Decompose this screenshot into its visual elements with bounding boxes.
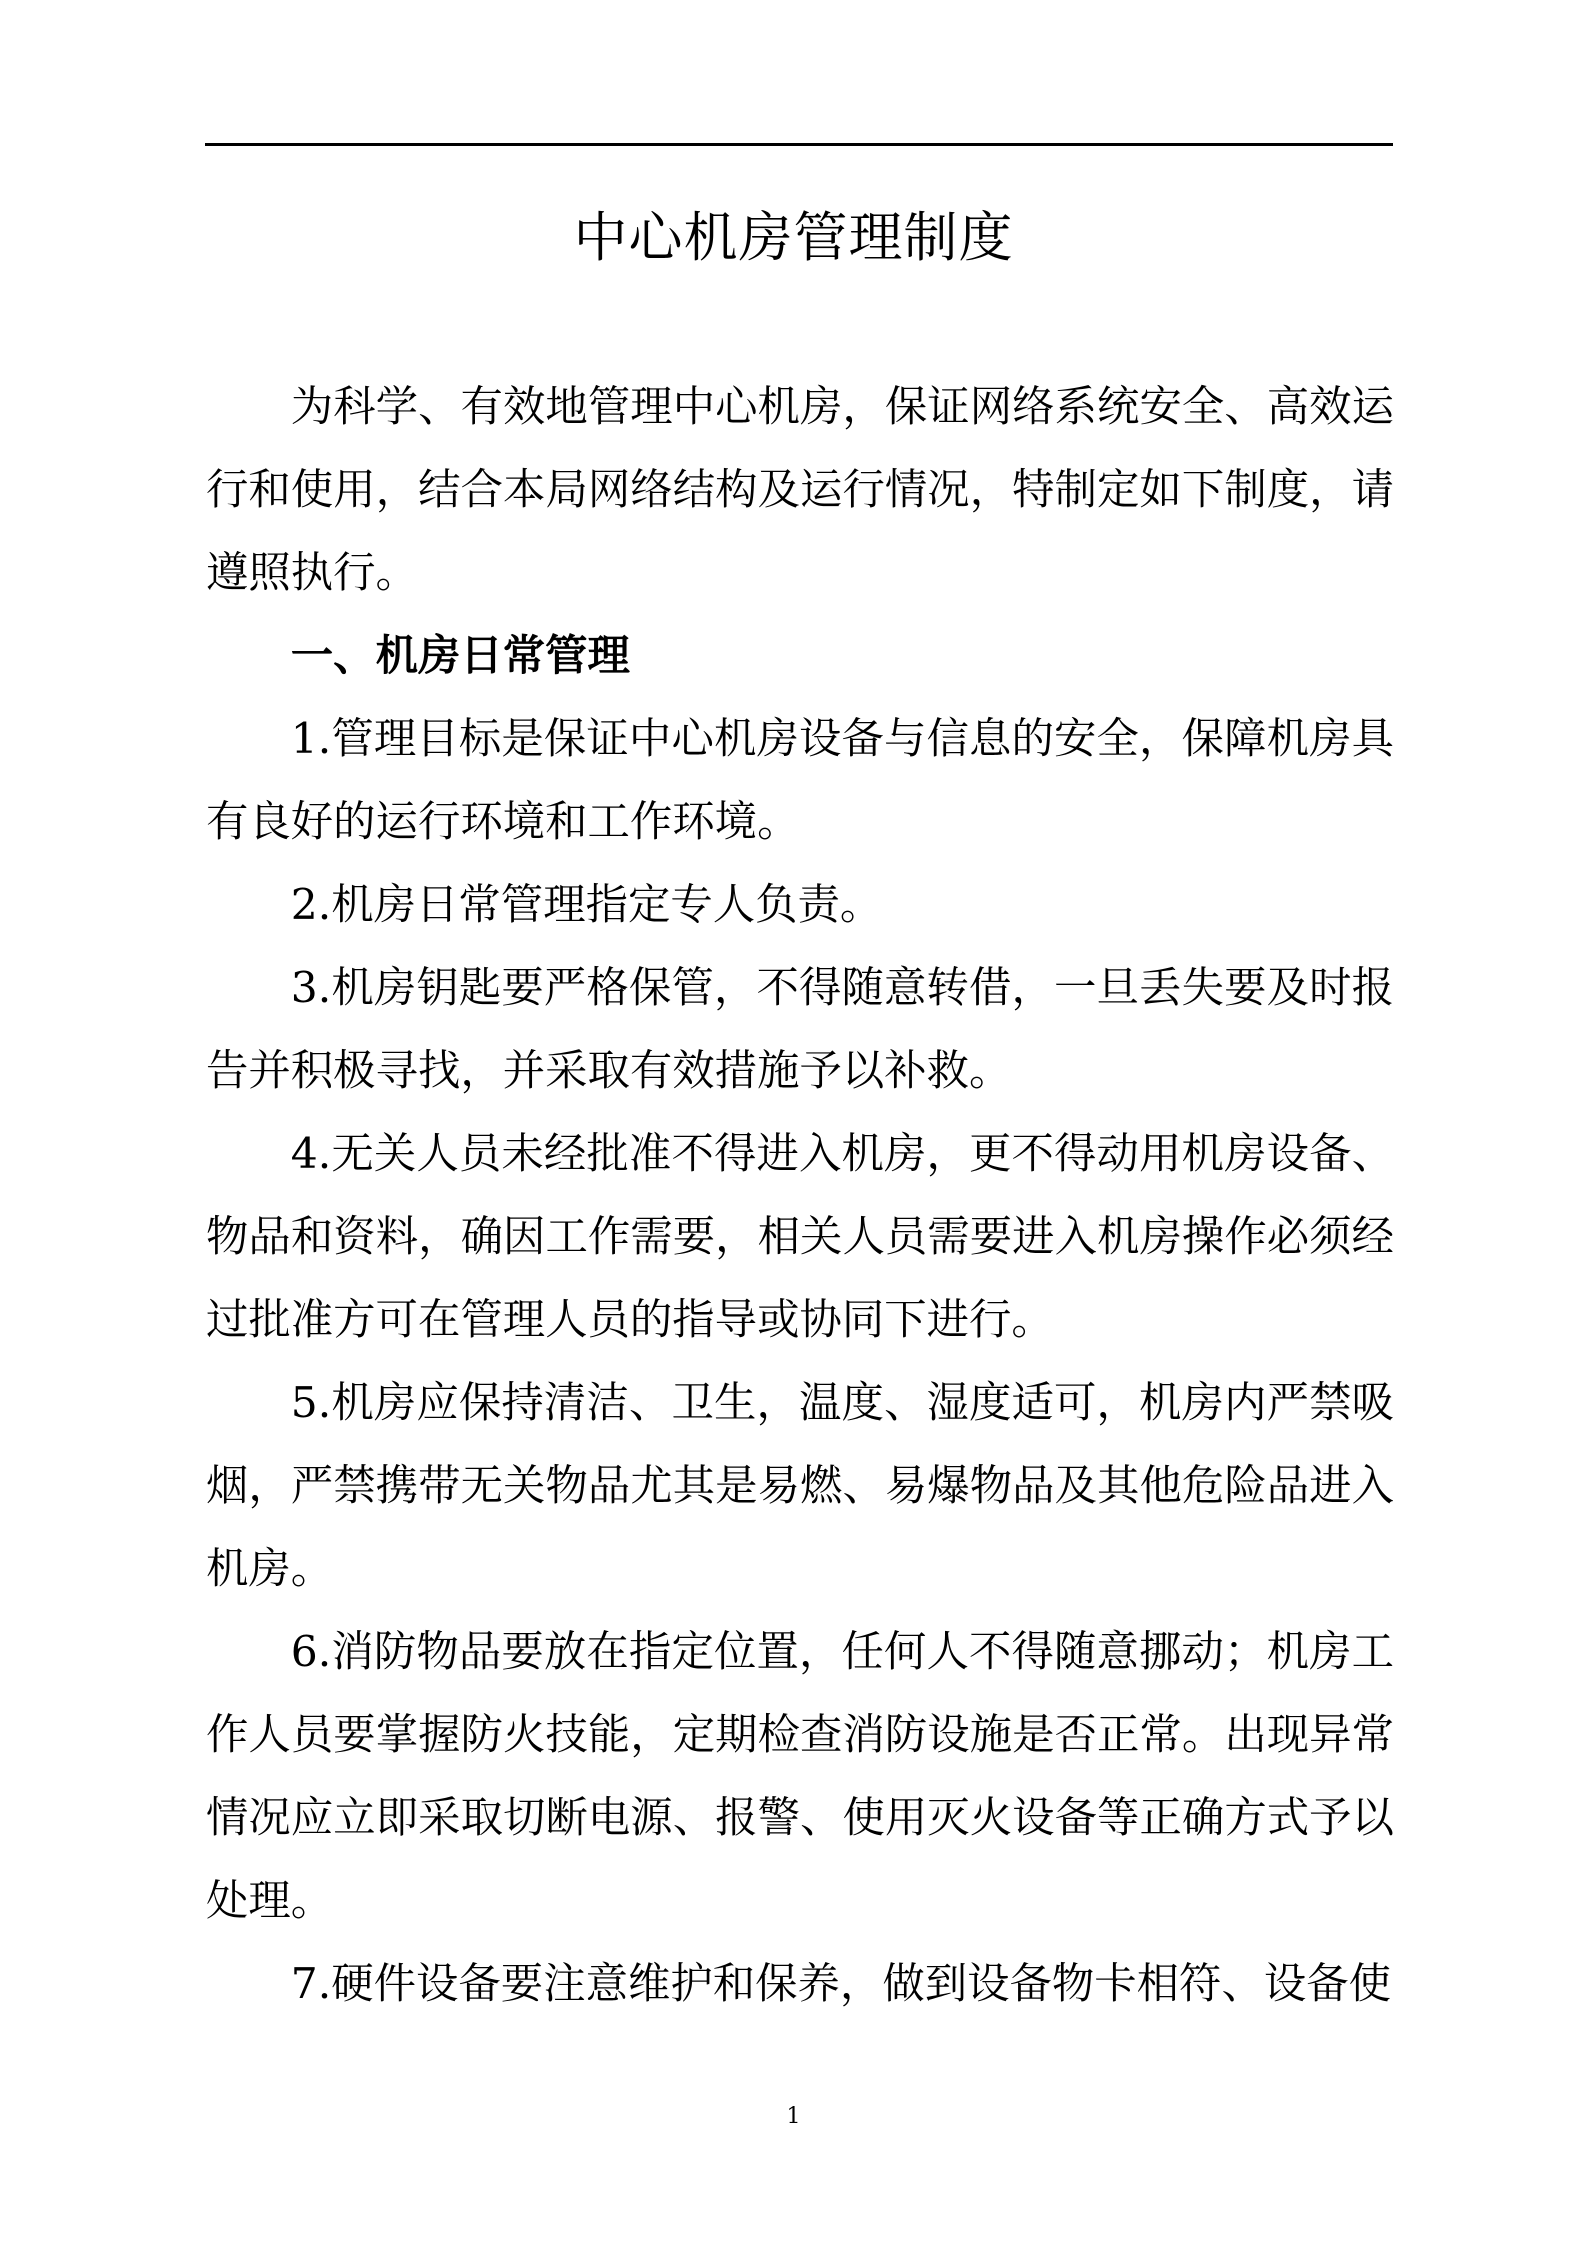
intro-paragraph: 为科学、有效地管理中心机房，保证网络系统安全、高效运行和使用，结合本局网络结构及运行情况，特制定如下制度，请遵照执行。 bbox=[206, 382, 1394, 597]
list-item: 5.机房应保持清洁、卫生，温度、湿度适可，机房内严禁吸烟，严禁携带无关物品尤其是易燃、易爆物品及其他危险品进入机房。 bbox=[206, 1378, 1394, 1593]
document-title: 中心机房管理制度 bbox=[573, 206, 1014, 269]
header-rule bbox=[205, 143, 1393, 146]
list-item: 7.硬件设备要注意维护和保养，做到设备物卡相符、设备使 bbox=[290, 1959, 1392, 2008]
section-heading: 一、机房日常管理 bbox=[290, 631, 630, 680]
page-number: 1 bbox=[786, 2104, 801, 2129]
list-item: 3.机房钥匙要严格保管，不得随意转借，一旦丢失要及时报告并积极寻找，并采取有效措施予以补救。 bbox=[206, 963, 1394, 1095]
list-item: 4.无关人员未经批准不得进入机房，更不得动用机房设备、物品和资料，确因工作需要，相关人员需要进入机房操作必须经过批准方可在管理人员的指导或协同下进行。 bbox=[206, 1129, 1394, 1344]
list-item: 2.机房日常管理指定专人负责。 bbox=[290, 880, 883, 929]
list-item: 1.管理目标是保证中心机房设备与信息的安全，保障机房具有良好的运行环境和工作环境。 bbox=[206, 714, 1394, 846]
list-item: 6.消防物品要放在指定位置，任何人不得随意挪动；机房工作人员要掌握防火技能，定期检查消防设施是否正常。出现异常情况应立即采取切断电源、报警、使用灭火设备等正确方式予以处理。 bbox=[206, 1627, 1394, 1925]
document-body bbox=[206, 365, 1394, 2025]
